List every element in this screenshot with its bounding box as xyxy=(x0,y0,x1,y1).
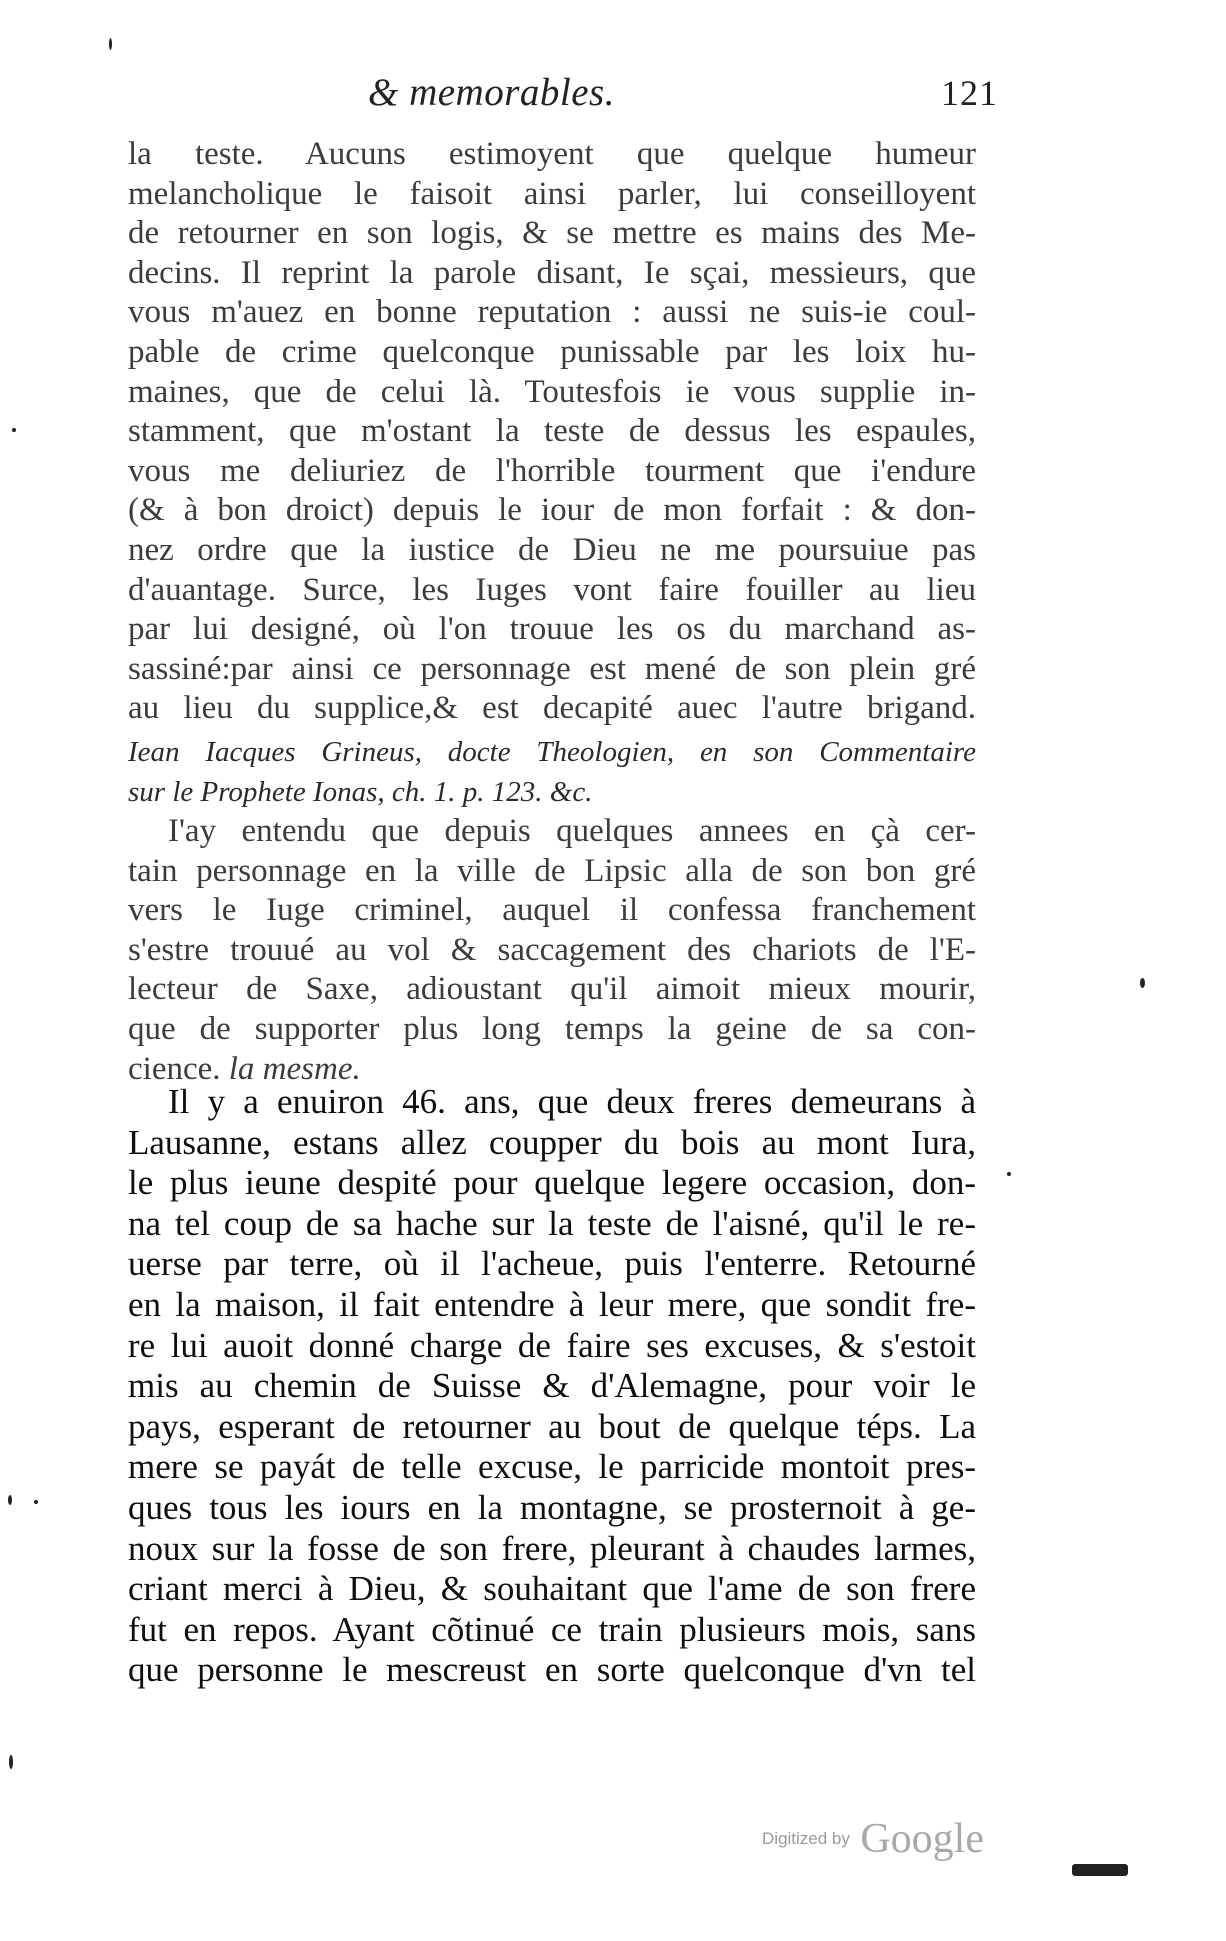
text-line: tain personnage en la ville de Lipsic alla de son bon gré xyxy=(128,852,976,889)
text-line: de retourner en son logis, & se mettre es mains des Me- xyxy=(128,215,976,252)
scan-speck xyxy=(1007,1172,1011,1176)
text-line: sassiné:par ainsi ce personnage est mené de son plein gré xyxy=(128,650,976,687)
paragraph-2 xyxy=(128,812,976,1089)
text-line: que de supporter plus long temps la geine de sa con- xyxy=(128,1010,976,1047)
text-line: melancholique le faisoit ainsi parler, lui conseilloyent xyxy=(128,175,976,212)
text-line: decins. Il reprint la parole disant, Ie sçai, messieurs, que xyxy=(128,254,976,291)
text-line: mere se payát de telle excuse, le parricide montoit pres- xyxy=(128,1447,976,1487)
text-line: que personne le mescreust en sorte quelconque d'vn tel xyxy=(128,1650,976,1690)
scan-speck xyxy=(9,1755,13,1769)
text-line: s'estre trouué au vol & saccagement des chariots de l'E- xyxy=(128,931,976,968)
inline-citation: la mesme. xyxy=(228,1050,361,1087)
citation-line: Iean Iacques Grineus, docte Theologien, en son Commentaire xyxy=(128,736,976,768)
scan-speck xyxy=(12,428,16,432)
text-line: I'ay entendu que depuis quelques annees en çà cer- xyxy=(168,813,976,849)
text-line: la teste. Aucuns estimoyent que quelque humeur xyxy=(128,136,976,172)
text-line: vous m'auez en bonne reputation : aussi ne suis-ie coul- xyxy=(128,294,976,331)
text-line: vers le Iuge criminel, auquel il confessa franchement xyxy=(128,892,976,929)
text-fragment: cience. xyxy=(128,1050,221,1087)
watermark-brand: Google xyxy=(860,1816,984,1862)
watermark-prefix: Digitized by xyxy=(762,1829,850,1848)
text-line: fut en repos. Ayant cõtinué ce train plusieurs mois, sans xyxy=(128,1609,976,1649)
scan-speck xyxy=(1072,1864,1128,1876)
citation-1 xyxy=(128,733,976,812)
text-line: par lui designé, où l'on trouue les os du marchand as- xyxy=(128,611,976,648)
text-line: re lui auoit donné charge de faire ses excuses, & s'estoit xyxy=(128,1325,976,1365)
paragraph-3 xyxy=(128,1082,976,1691)
scan-speck xyxy=(109,38,112,50)
text-line: le plus ieune despité pour quelque legere occasion, don- xyxy=(128,1163,976,1203)
text-line: nez ordre que la iustice de Dieu ne me poursuiue pas xyxy=(128,531,976,568)
text-line: maines, que de celui là. Toutesfois ie vous supplie in- xyxy=(128,373,976,410)
citation-line: sur le Prophete Ionas, ch. 1. p. 123. &c. xyxy=(128,775,593,808)
text-line: mis au chemin de Suisse & d'Alemagne, pour voir le xyxy=(128,1366,976,1406)
text-line: pable de crime quelconque punissable par les loix hu- xyxy=(128,333,976,370)
text-line: Lausanne, estans allez coupper du bois au mont Iura, xyxy=(128,1122,976,1162)
page-number: 121 xyxy=(941,73,998,113)
text-line: (& à bon droict) depuis le iour de mon forfait : & don- xyxy=(128,492,976,529)
text-line: ques tous les iours en la montagne, se prosternoit à ge- xyxy=(128,1487,976,1527)
text-line: pays, esperant de retourner au bout de quelque téps. La xyxy=(128,1406,976,1446)
paragraph-1 xyxy=(128,135,976,729)
scan-speck xyxy=(8,1495,12,1505)
page-header xyxy=(128,70,998,130)
text-line: en la maison, il fait entendre à leur mere, que sondit fre- xyxy=(128,1284,976,1324)
text-line: lecteur de Saxe, adioustant qu'il aimoit mieux mourir, xyxy=(128,971,976,1008)
scan-speck xyxy=(1140,978,1145,988)
text-line: na tel coup de sa hache sur la teste de l'aisné, qu'il le re- xyxy=(128,1203,976,1243)
text-line: uerse par terre, où il l'acheue, puis l'enterre. Retourné xyxy=(128,1244,976,1284)
running-head: & memorables. xyxy=(368,71,615,114)
digitization-watermark xyxy=(762,1815,984,1863)
text-line: stamment, que m'ostant la teste de dessus les espaules, xyxy=(128,413,976,450)
text-line: d'auantage. Surce, les Iuges vont faire fouiller au lieu xyxy=(128,571,976,608)
text-line: vous me deliuriez de l'horrible tourment que i'endure xyxy=(128,452,976,489)
text-line: au lieu du supplice,& est decapité auec l'autre brigand. xyxy=(128,690,976,727)
text-line: criant merci à Dieu, & souhaitant que l'ame de son frere xyxy=(128,1569,976,1609)
text-line: noux sur la fosse de son frere, pleurant à chaudes larmes, xyxy=(128,1528,976,1568)
scan-speck xyxy=(34,1500,38,1504)
text-line: Il y a enuiron 46. ans, que deux freres demeurans à xyxy=(168,1082,976,1121)
